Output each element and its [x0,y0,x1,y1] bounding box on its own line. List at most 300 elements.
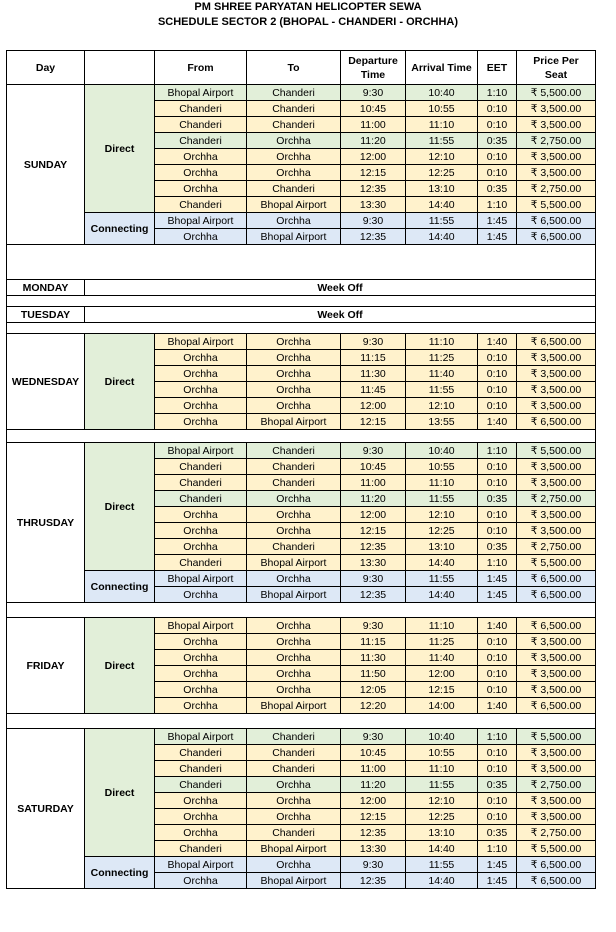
from-cell: Orchha [155,414,247,430]
arrival-cell: 14:40 [406,841,478,857]
arrival-cell: 12:25 [406,809,478,825]
price-cell: ₹ 3,500.00 [517,682,596,698]
from-cell: Orchha [155,809,247,825]
eet-cell: 1:10 [478,197,517,213]
departure-cell: 12:35 [341,825,406,841]
eet-cell: 0:10 [478,809,517,825]
arrival-cell: 11:25 [406,350,478,366]
departure-cell: 10:45 [341,459,406,475]
departure-cell: 11:30 [341,650,406,666]
from-cell: Bhopal Airport [155,729,247,745]
eet-cell: 1:40 [478,414,517,430]
to-cell: Orchha [247,507,341,523]
day-name: WEDNESDAY [7,334,85,430]
eet-cell: 1:10 [478,443,517,459]
from-cell: Bhopal Airport [155,334,247,350]
header-eet: EET [478,51,517,85]
price-cell: ₹ 3,500.00 [517,398,596,414]
departure-cell: 12:35 [341,873,406,889]
departure-cell: 12:20 [341,698,406,714]
spacer-row [7,323,596,334]
departure-cell: 13:30 [341,555,406,571]
to-cell: Bhopal Airport [247,197,341,213]
departure-cell: 12:00 [341,507,406,523]
arrival-cell: 11:55 [406,133,478,149]
arrival-cell: 11:40 [406,650,478,666]
week-off-label: Week Off [85,280,596,296]
spacer-cell [7,323,596,334]
departure-cell: 12:00 [341,793,406,809]
direct-label: Direct [85,334,155,430]
to-cell: Chanderi [247,475,341,491]
departure-cell: 10:45 [341,101,406,117]
from-cell: Chanderi [155,197,247,213]
eet-cell: 0:35 [478,133,517,149]
direct-label: Direct [85,85,155,213]
day-name: MONDAY [7,280,85,296]
eet-cell: 1:10 [478,841,517,857]
document-subtitle: SCHEDULE SECTOR 2 (BHOPAL - CHANDERI - ORCHHA) [157,16,459,28]
to-cell: Orchha [247,618,341,634]
price-cell: ₹ 2,750.00 [517,181,596,197]
eet-cell: 1:40 [478,618,517,634]
to-cell: Chanderi [247,761,341,777]
to-cell: Orchha [247,491,341,507]
from-cell: Chanderi [155,555,247,571]
table-row [7,618,596,634]
arrival-cell: 11:55 [406,491,478,507]
arrival-cell: 11:55 [406,777,478,793]
header-price-line1: Price Per [533,54,579,67]
eet-cell: 1:45 [478,229,517,245]
departure-cell: 11:20 [341,491,406,507]
table-row [7,729,596,745]
from-cell: Orchha [155,682,247,698]
connecting-label: Connecting [85,213,155,245]
departure-cell: 9:30 [341,213,406,229]
from-cell: Orchha [155,149,247,165]
arrival-cell: 11:10 [406,117,478,133]
to-cell: Chanderi [247,539,341,555]
price-cell: ₹ 6,500.00 [517,229,596,245]
from-cell: Bhopal Airport [155,85,247,101]
direct-label: Direct [85,618,155,714]
table-row [7,443,596,459]
arrival-cell: 12:00 [406,666,478,682]
arrival-cell: 14:40 [406,587,478,603]
eet-cell: 1:10 [478,729,517,745]
from-cell: Orchha [155,825,247,841]
arrival-cell: 11:55 [406,857,478,873]
arrival-cell: 12:10 [406,149,478,165]
price-cell: ₹ 3,500.00 [517,382,596,398]
eet-cell: 0:10 [478,650,517,666]
to-cell: Chanderi [247,825,341,841]
header-departure-line1: Departure [348,54,398,67]
price-cell: ₹ 3,500.00 [517,507,596,523]
price-cell: ₹ 3,500.00 [517,366,596,382]
eet-cell: 0:35 [478,539,517,555]
departure-cell: 12:05 [341,682,406,698]
arrival-cell: 11:55 [406,571,478,587]
from-cell: Chanderi [155,117,247,133]
eet-cell: 0:10 [478,761,517,777]
from-cell: Bhopal Airport [155,857,247,873]
from-cell: Orchha [155,366,247,382]
to-cell: Orchha [247,165,341,181]
from-cell: Orchha [155,165,247,181]
to-cell: Chanderi [247,443,341,459]
price-cell: ₹ 3,500.00 [517,650,596,666]
from-cell: Chanderi [155,777,247,793]
day-name: SATURDAY [7,729,85,889]
arrival-cell: 10:40 [406,729,478,745]
arrival-cell: 14:40 [406,873,478,889]
from-cell: Orchha [155,523,247,539]
departure-cell: 11:30 [341,366,406,382]
from-cell: Bhopal Airport [155,618,247,634]
departure-cell: 9:30 [341,857,406,873]
departure-cell: 12:15 [341,165,406,181]
eet-cell: 0:10 [478,149,517,165]
price-cell: ₹ 2,750.00 [517,825,596,841]
to-cell: Bhopal Airport [247,229,341,245]
table-row [7,571,596,587]
departure-cell: 9:30 [341,571,406,587]
to-cell: Orchha [247,857,341,873]
week-off-row [7,280,596,296]
arrival-cell: 12:25 [406,165,478,181]
spacer-row [7,296,596,307]
departure-cell: 11:50 [341,666,406,682]
day-name: SUNDAY [7,85,85,245]
header-arrival: Arrival Time [406,51,478,85]
price-cell: ₹ 2,750.00 [517,133,596,149]
arrival-cell: 10:55 [406,745,478,761]
to-cell: Orchha [247,350,341,366]
price-cell: ₹ 3,500.00 [517,165,596,181]
direct-label: Direct [85,443,155,571]
spacer-row [7,714,596,729]
from-cell: Orchha [155,350,247,366]
eet-cell: 1:40 [478,334,517,350]
departure-cell: 11:00 [341,475,406,491]
spacer-cell [7,714,596,729]
eet-cell: 0:10 [478,745,517,761]
to-cell: Orchha [247,777,341,793]
from-cell: Chanderi [155,745,247,761]
header-from: From [155,51,247,85]
arrival-cell: 11:55 [406,213,478,229]
arrival-cell: 14:00 [406,698,478,714]
arrival-cell: 11:10 [406,334,478,350]
arrival-cell: 10:55 [406,101,478,117]
schedule-table [6,50,596,889]
departure-cell: 12:15 [341,414,406,430]
eet-cell: 1:10 [478,85,517,101]
arrival-cell: 13:10 [406,181,478,197]
eet-cell: 0:10 [478,398,517,414]
spacer-cell [7,603,596,618]
to-cell: Orchha [247,213,341,229]
from-cell: Orchha [155,507,247,523]
arrival-cell: 14:40 [406,229,478,245]
price-cell: ₹ 2,750.00 [517,539,596,555]
to-cell: Orchha [247,809,341,825]
from-cell: Bhopal Airport [155,571,247,587]
from-cell: Orchha [155,873,247,889]
eet-cell: 1:45 [478,587,517,603]
arrival-cell: 11:10 [406,618,478,634]
departure-cell: 12:15 [341,523,406,539]
eet-cell: 1:10 [478,555,517,571]
departure-cell: 12:15 [341,809,406,825]
arrival-cell: 11:25 [406,634,478,650]
departure-cell: 11:20 [341,777,406,793]
arrival-cell: 12:10 [406,507,478,523]
connecting-label: Connecting [85,571,155,603]
departure-cell: 12:35 [341,587,406,603]
table-row [7,85,596,101]
eet-cell: 0:10 [478,382,517,398]
price-cell: ₹ 3,500.00 [517,459,596,475]
departure-cell: 9:30 [341,85,406,101]
document-title: PM SHREE PARYATAN HELICOPTER SEWA [194,1,422,13]
price-cell: ₹ 3,500.00 [517,101,596,117]
spacer-row [7,603,596,618]
spacer-cell [7,296,596,307]
eet-cell: 1:45 [478,571,517,587]
arrival-cell: 12:10 [406,793,478,809]
eet-cell: 0:10 [478,634,517,650]
from-cell: Chanderi [155,459,247,475]
from-cell: Chanderi [155,475,247,491]
from-cell: Orchha [155,229,247,245]
from-cell: Chanderi [155,101,247,117]
to-cell: Orchha [247,634,341,650]
to-cell: Orchha [247,793,341,809]
to-cell: Chanderi [247,729,341,745]
eet-cell: 0:10 [478,666,517,682]
price-cell: ₹ 3,500.00 [517,761,596,777]
eet-cell: 0:10 [478,507,517,523]
departure-cell: 11:00 [341,117,406,133]
to-cell: Orchha [247,366,341,382]
eet-cell: 0:10 [478,475,517,491]
from-cell: Orchha [155,382,247,398]
to-cell: Chanderi [247,85,341,101]
departure-cell: 9:30 [341,729,406,745]
departure-cell: 11:20 [341,133,406,149]
to-cell: Orchha [247,133,341,149]
price-cell: ₹ 3,500.00 [517,634,596,650]
price-cell: ₹ 3,500.00 [517,117,596,133]
document-header [0,0,616,30]
price-cell: ₹ 3,500.00 [517,523,596,539]
direct-label: Direct [85,729,155,857]
price-cell: ₹ 5,500.00 [517,85,596,101]
price-cell: ₹ 5,500.00 [517,729,596,745]
from-cell: Orchha [155,398,247,414]
from-cell: Chanderi [155,841,247,857]
eet-cell: 0:35 [478,825,517,841]
eet-cell: 0:35 [478,491,517,507]
price-cell: ₹ 5,500.00 [517,555,596,571]
arrival-cell: 11:55 [406,382,478,398]
price-cell: ₹ 6,500.00 [517,698,596,714]
from-cell: Orchha [155,793,247,809]
header-departure-line2: Time [360,68,386,81]
price-cell: ₹ 2,750.00 [517,491,596,507]
price-cell: ₹ 6,500.00 [517,587,596,603]
departure-cell: 12:35 [341,181,406,197]
eet-cell: 0:10 [478,101,517,117]
departure-cell: 11:00 [341,761,406,777]
day-name: FRIDAY [7,618,85,714]
spacer-cell [7,430,596,443]
arrival-cell: 13:10 [406,825,478,841]
week-off-label: Week Off [85,307,596,323]
to-cell: Orchha [247,666,341,682]
table-row [7,213,596,229]
departure-cell: 12:35 [341,539,406,555]
price-cell: ₹ 6,500.00 [517,334,596,350]
table-header-row [7,51,596,85]
price-cell: ₹ 5,500.00 [517,443,596,459]
price-cell: ₹ 3,500.00 [517,809,596,825]
from-cell: Orchha [155,634,247,650]
to-cell: Chanderi [247,459,341,475]
departure-cell: 9:30 [341,618,406,634]
to-cell: Chanderi [247,745,341,761]
price-cell: ₹ 6,500.00 [517,571,596,587]
arrival-cell: 11:10 [406,761,478,777]
to-cell: Chanderi [247,101,341,117]
eet-cell: 1:40 [478,698,517,714]
departure-cell: 11:15 [341,350,406,366]
table-row [7,857,596,873]
price-cell: ₹ 6,500.00 [517,414,596,430]
departure-cell: 11:15 [341,634,406,650]
arrival-cell: 12:15 [406,682,478,698]
arrival-cell: 14:40 [406,197,478,213]
eet-cell: 1:45 [478,857,517,873]
to-cell: Bhopal Airport [247,698,341,714]
to-cell: Orchha [247,149,341,165]
day-name: THRUSDAY [7,443,85,603]
spacer-row [7,245,596,280]
from-cell: Bhopal Airport [155,213,247,229]
from-cell: Orchha [155,650,247,666]
from-cell: Orchha [155,666,247,682]
eet-cell: 0:10 [478,793,517,809]
to-cell: Chanderi [247,117,341,133]
price-cell: ₹ 5,500.00 [517,197,596,213]
from-cell: Chanderi [155,761,247,777]
to-cell: Orchha [247,682,341,698]
spacer-cell [7,245,596,280]
price-cell: ₹ 6,500.00 [517,857,596,873]
header-price-line2: Seat [544,68,568,81]
eet-cell: 0:10 [478,682,517,698]
connecting-label: Connecting [85,857,155,889]
arrival-cell: 10:55 [406,459,478,475]
header-day: Day [7,51,85,85]
departure-cell: 12:00 [341,398,406,414]
eet-cell: 0:35 [478,181,517,197]
price-cell: ₹ 6,500.00 [517,873,596,889]
arrival-cell: 12:10 [406,398,478,414]
header-type [85,51,155,85]
price-cell: ₹ 3,500.00 [517,475,596,491]
eet-cell: 0:10 [478,523,517,539]
arrival-cell: 11:40 [406,366,478,382]
from-cell: Orchha [155,698,247,714]
to-cell: Bhopal Airport [247,555,341,571]
price-cell: ₹ 3,500.00 [517,666,596,682]
eet-cell: 0:10 [478,165,517,181]
price-cell: ₹ 6,500.00 [517,213,596,229]
table-row [7,334,596,350]
departure-cell: 12:00 [341,149,406,165]
arrival-cell: 12:25 [406,523,478,539]
to-cell: Orchha [247,382,341,398]
from-cell: Orchha [155,539,247,555]
spacer-row [7,430,596,443]
arrival-cell: 10:40 [406,85,478,101]
eet-cell: 1:45 [478,873,517,889]
from-cell: Chanderi [155,133,247,149]
price-cell: ₹ 3,500.00 [517,793,596,809]
to-cell: Bhopal Airport [247,414,341,430]
departure-cell: 9:30 [341,443,406,459]
header-departure [341,51,406,85]
to-cell: Chanderi [247,181,341,197]
to-cell: Orchha [247,398,341,414]
to-cell: Orchha [247,571,341,587]
departure-cell: 12:35 [341,229,406,245]
eet-cell: 1:45 [478,213,517,229]
to-cell: Bhopal Airport [247,587,341,603]
to-cell: Bhopal Airport [247,873,341,889]
from-cell: Chanderi [155,491,247,507]
header-price [517,51,596,85]
header-to: To [247,51,341,85]
departure-cell: 10:45 [341,745,406,761]
price-cell: ₹ 3,500.00 [517,350,596,366]
price-cell: ₹ 2,750.00 [517,777,596,793]
price-cell: ₹ 6,500.00 [517,618,596,634]
eet-cell: 0:35 [478,777,517,793]
to-cell: Orchha [247,650,341,666]
arrival-cell: 13:55 [406,414,478,430]
day-name: TUESDAY [7,307,85,323]
eet-cell: 0:10 [478,117,517,133]
price-cell: ₹ 3,500.00 [517,149,596,165]
eet-cell: 0:10 [478,459,517,475]
departure-cell: 13:30 [341,197,406,213]
to-cell: Bhopal Airport [247,841,341,857]
price-cell: ₹ 5,500.00 [517,841,596,857]
week-off-row [7,307,596,323]
to-cell: Orchha [247,523,341,539]
arrival-cell: 14:40 [406,555,478,571]
departure-cell: 13:30 [341,841,406,857]
to-cell: Orchha [247,334,341,350]
arrival-cell: 10:40 [406,443,478,459]
arrival-cell: 11:10 [406,475,478,491]
from-cell: Orchha [155,181,247,197]
